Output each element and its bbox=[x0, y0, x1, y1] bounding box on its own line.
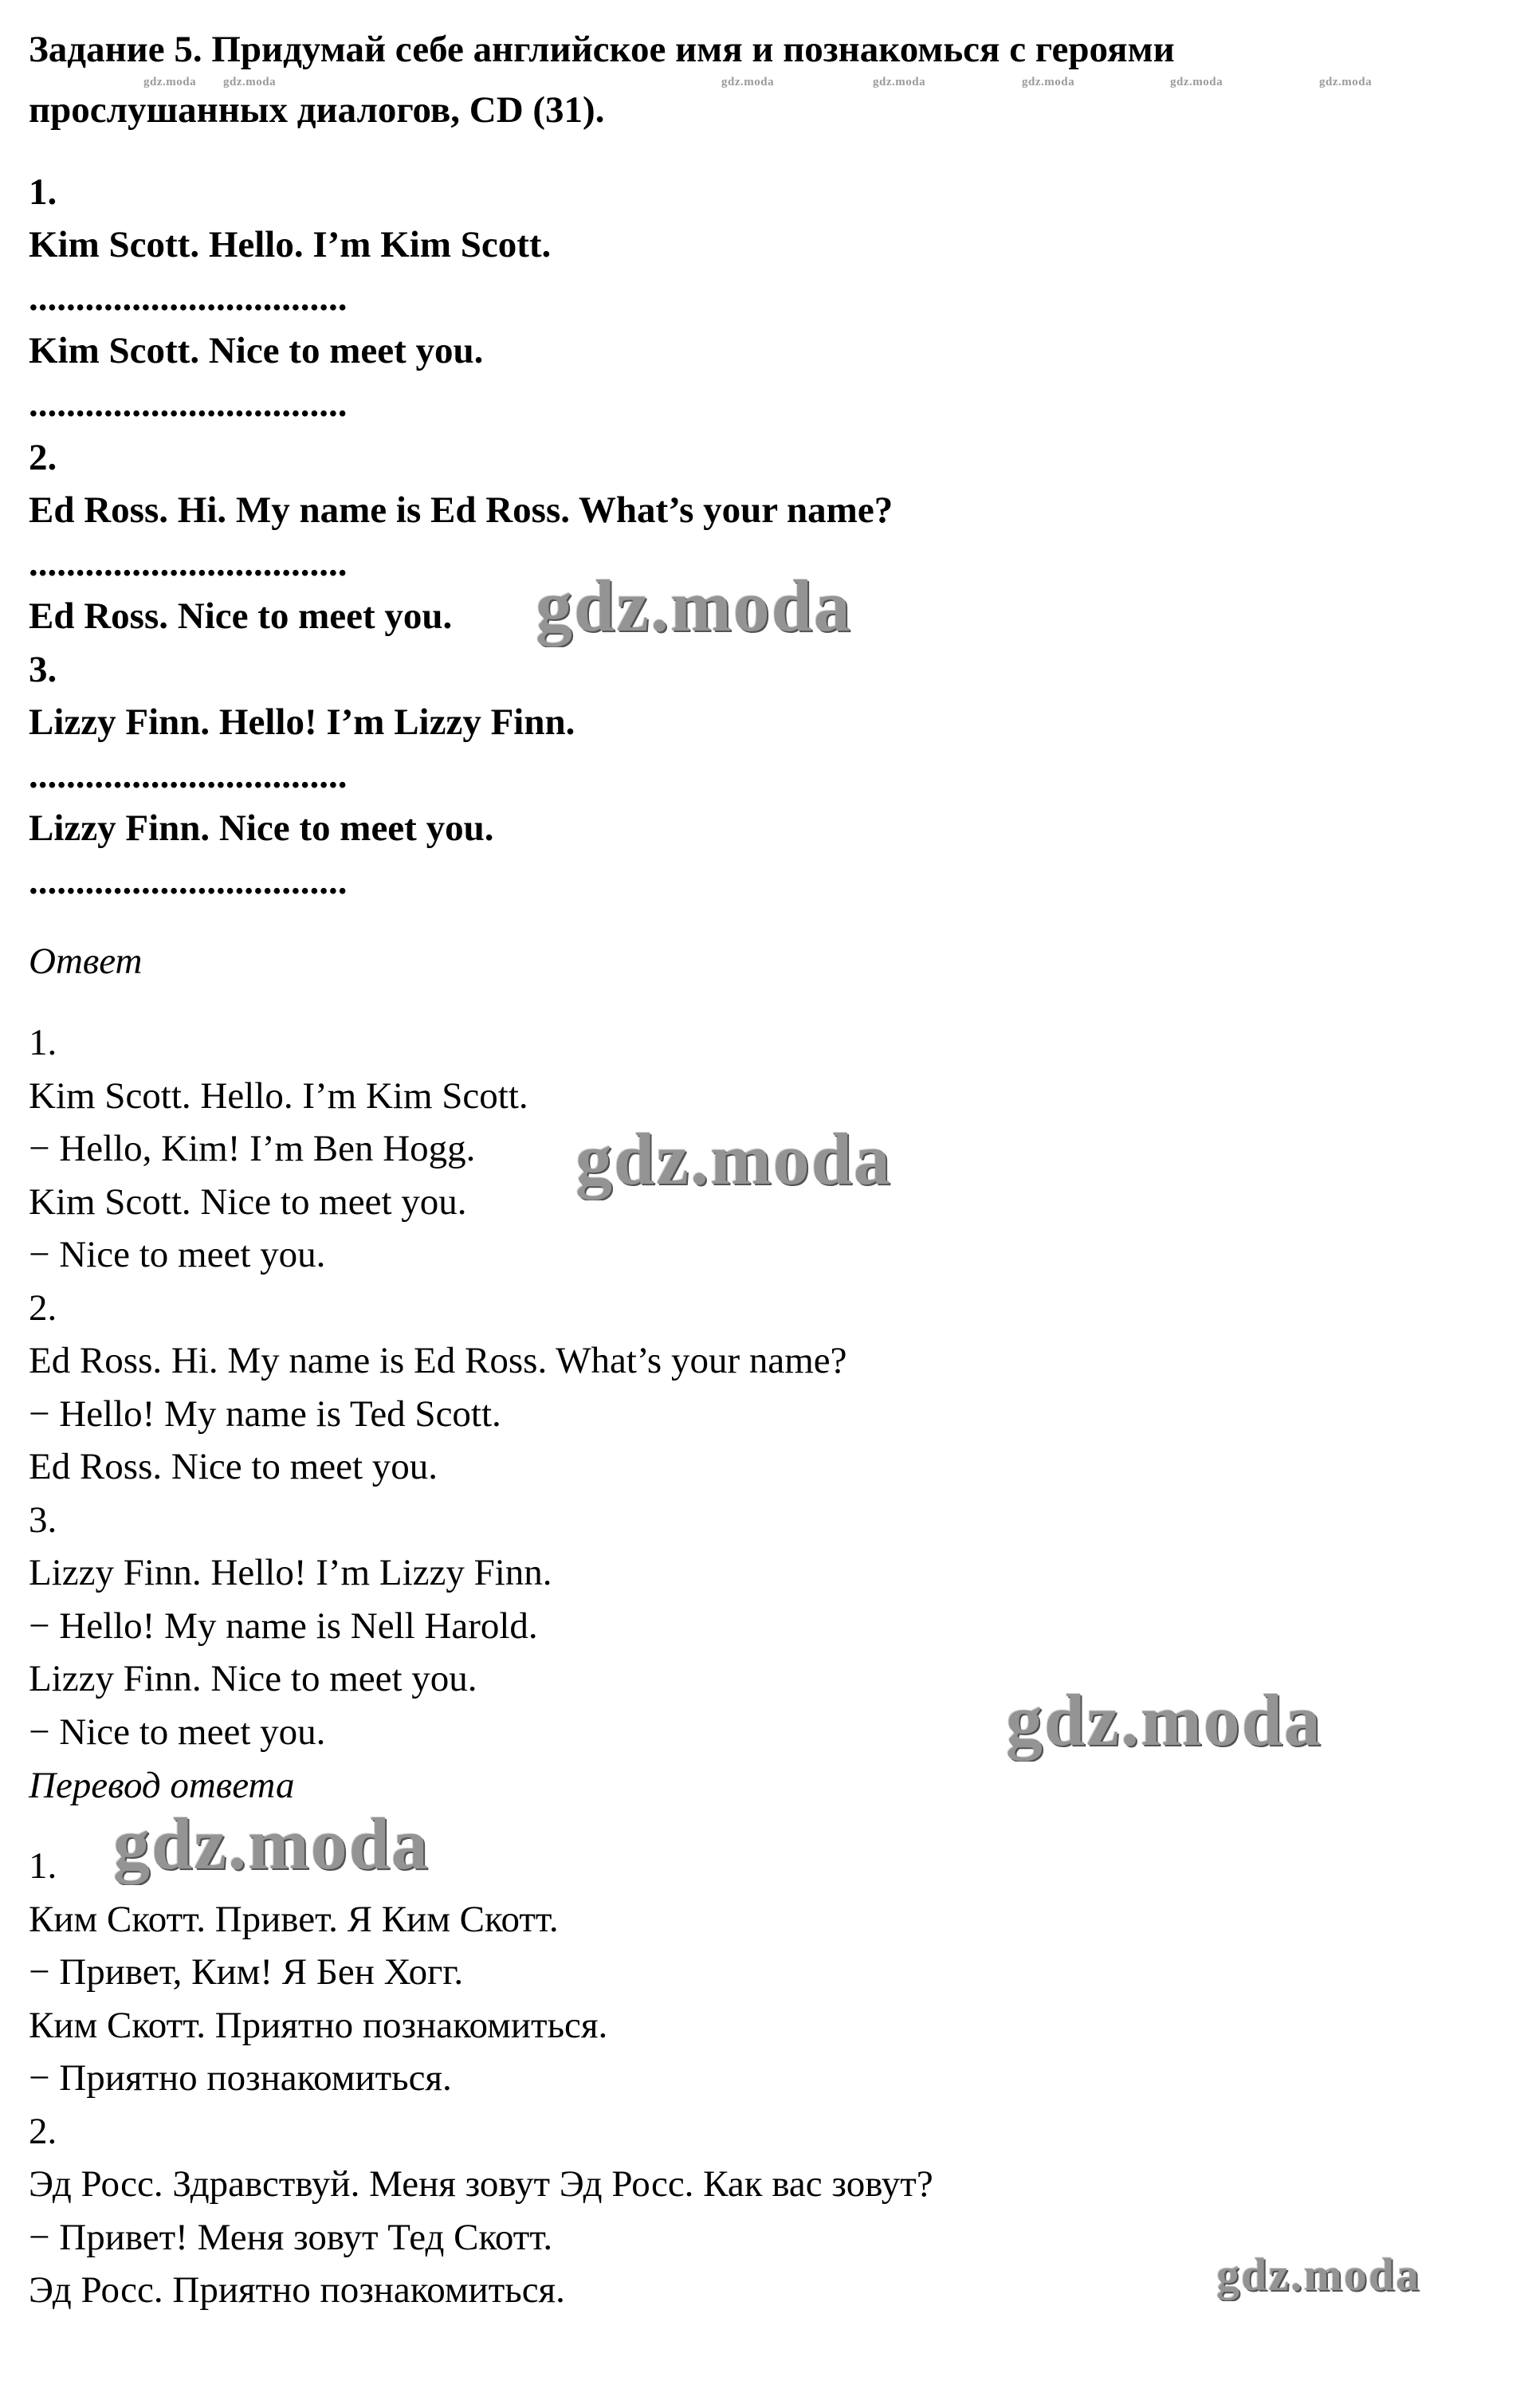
exercise-blank: .................................. bbox=[29, 543, 348, 584]
answer-line: 1. bbox=[29, 1022, 57, 1063]
translation-line: 2. bbox=[29, 2111, 57, 2152]
exercise-blank: .................................. bbox=[29, 383, 348, 425]
answer-line: Kim Scott. Hello. I’m Kim Scott. bbox=[29, 1075, 528, 1117]
answer-line: − Hello! My name is Ted Scott. bbox=[29, 1393, 501, 1435]
exercise-line: Ed Ross. Nice to meet you. bbox=[29, 595, 453, 637]
exercise-line: Lizzy Finn. Hello! I’m Lizzy Finn. bbox=[29, 701, 575, 743]
watermark-mini: gdz.moda bbox=[1022, 76, 1075, 88]
exercise-line: Ed Ross. Hi. My name is Ed Ross. What’s your name? bbox=[29, 489, 894, 531]
exercise-line: Kim Scott. Nice to meet you. bbox=[29, 330, 484, 371]
translation-line: − Приятно познакомиться. bbox=[29, 2057, 452, 2099]
watermark: gdz.moda bbox=[113, 1803, 430, 1884]
answer-line: Ed Ross. Hi. My name is Ed Ross. What’s your name? bbox=[29, 1340, 847, 1381]
translation-line: − Привет, Ким! Я Бен Хогг. bbox=[29, 1951, 464, 1993]
translation-line: 1. bbox=[29, 1845, 57, 1887]
exercise-line: 1. bbox=[29, 171, 57, 213]
exercise-line: Kim Scott. Hello. I’m Kim Scott. bbox=[29, 224, 552, 265]
translation-line: Эд Росс. Здравствуй. Меня зовут Эд Росс. Как вас зовут? bbox=[29, 2163, 933, 2205]
exercise-blank: .................................. bbox=[29, 277, 348, 319]
watermark: gdz.moda bbox=[1006, 1679, 1322, 1761]
answer-line: Ed Ross. Nice to meet you. bbox=[29, 1446, 438, 1487]
answer-line: − Nice to meet you. bbox=[29, 1234, 326, 1275]
answer-line: − Nice to meet you. bbox=[29, 1711, 326, 1753]
watermark: gdz.moda bbox=[1216, 2249, 1421, 2300]
watermark: gdz.moda bbox=[575, 1118, 892, 1200]
answer-line: 2. bbox=[29, 1287, 57, 1329]
watermark-mini: gdz.moda bbox=[873, 76, 926, 88]
exercise-blank: .................................. bbox=[29, 755, 348, 796]
exercise-line: Lizzy Finn. Nice to meet you. bbox=[29, 807, 494, 849]
watermark-mini: gdz.moda bbox=[721, 76, 775, 88]
watermark: gdz.moda bbox=[536, 565, 852, 646]
translation-line: − Привет! Меня зовут Тед Скотт. bbox=[29, 2217, 553, 2258]
watermark-mini: gdz.moda bbox=[1170, 76, 1223, 88]
answer-heading: Ответ bbox=[29, 941, 143, 982]
task-title-line-1: Задание 5. Придумай себе английское имя и познакомься с героями bbox=[29, 29, 1175, 70]
translation-line: Эд Росс. Приятно познакомиться. bbox=[29, 2269, 565, 2311]
answer-line: 3. bbox=[29, 1499, 57, 1541]
translation-line: Ким Скотт. Привет. Я Ким Скотт. bbox=[29, 1899, 559, 1940]
watermark-mini: gdz.moda bbox=[1319, 76, 1373, 88]
translation-line: Ким Скотт. Приятно познакомиться. bbox=[29, 2005, 608, 2046]
exercise-line: 3. bbox=[29, 649, 57, 690]
answer-line: − Hello, Kim! I’m Ben Hogg. bbox=[29, 1128, 476, 1169]
task-title-line-2: прослушанных диалогов, CD (31). bbox=[29, 89, 605, 131]
watermark-mini: gdz.moda bbox=[223, 76, 277, 88]
answer-line: − Hello! My name is Nell Harold. bbox=[29, 1605, 538, 1647]
watermark-mini: gdz.moda bbox=[143, 76, 197, 88]
exercise-blank: .................................. bbox=[29, 861, 348, 902]
translation-heading: Перевод ответа bbox=[29, 1765, 295, 1806]
answer-line: Lizzy Finn. Nice to meet you. bbox=[29, 1658, 477, 1699]
answer-line: Kim Scott. Nice to meet you. bbox=[29, 1181, 467, 1223]
exercise-line: 2. bbox=[29, 437, 57, 478]
answer-line: Lizzy Finn. Hello! I’m Lizzy Finn. bbox=[29, 1552, 552, 1593]
